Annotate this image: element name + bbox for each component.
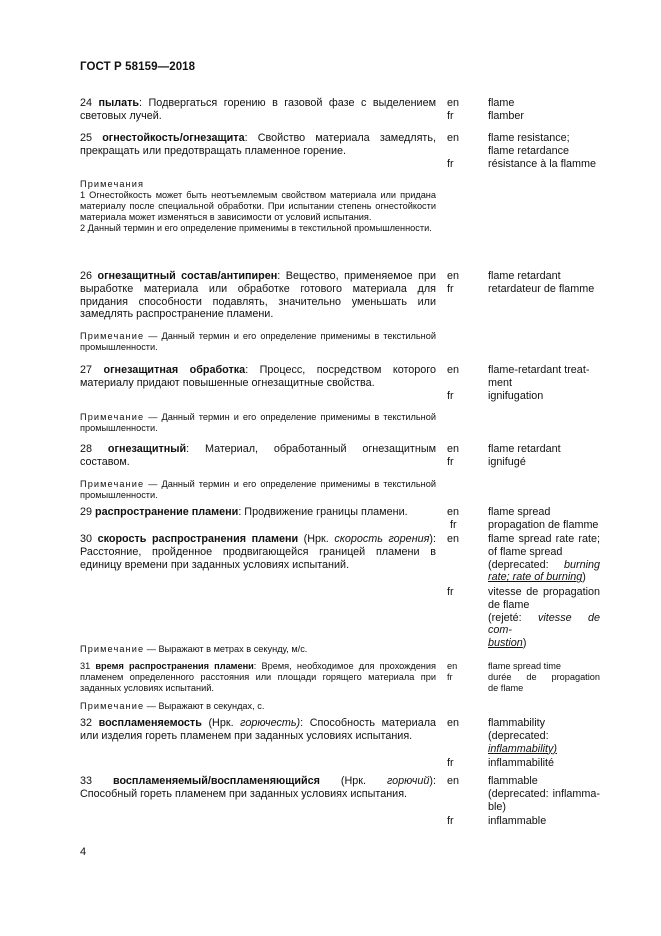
entry-32-lang-fr: fr — [447, 757, 454, 769]
entry-33-term: воспламеняемый/воспламеняющийся — [112, 775, 320, 787]
entry-25-lang-fr: fr — [447, 158, 454, 170]
entry-33-number: 33 — [80, 775, 93, 787]
entry-26-number: 26 — [80, 270, 93, 282]
entry-30-en-eq-line-4 — [488, 571, 600, 584]
entry-33-definition — [80, 775, 436, 801]
entry-28-number: 28 — [80, 443, 93, 455]
entry-30-en-eq-line-2: of flame spread — [488, 545, 563, 558]
entry-31-number: 31 — [80, 661, 91, 671]
entry-33-en-equivalent — [488, 775, 600, 813]
page-header: ГОСТ Р 58159—2018 — [80, 61, 196, 73]
entry-30-note-text: — Выражают в метрах в секунду, м/с. — [146, 644, 308, 654]
entry-26-note — [80, 331, 436, 353]
entry-24-definition — [80, 97, 436, 123]
entry-32-term: воспламеняемость — [98, 717, 202, 729]
entry-25-en-equivalent — [488, 132, 600, 158]
entry-25-en-eq-line-1: flame resistance; — [488, 132, 570, 144]
entry-29-lang-fr: fr — [450, 519, 457, 531]
entry-33-text-pre: (Нрк. — [319, 775, 387, 787]
entry-32-en-eq-line-1: flammability — [488, 717, 545, 729]
entry-24-text: : Подвергаться горению в газовой фазе с выделением световых лучей. — [80, 97, 437, 122]
entry-25-fr-equivalent: résistance à la flamme — [488, 158, 597, 170]
entry-29-fr-equivalent: propagation de flamme — [488, 519, 599, 531]
entry-30-definition — [80, 533, 436, 571]
entry-30-en-eq-line-3 — [488, 559, 600, 572]
entry-25-term: огнестойкость/огнезащита — [102, 132, 245, 144]
entry-32-text-pre: (Нрк. — [201, 717, 241, 729]
entry-30-lang-fr: fr — [447, 586, 454, 598]
entry-26-en-equivalent: flame retardant — [488, 270, 561, 282]
entry-28-lang-en: en — [447, 443, 460, 455]
entry-29-number: 29 — [80, 506, 93, 518]
entry-26-term: огнезащитный состав/антипирен — [97, 270, 278, 282]
entry-32-number: 32 — [80, 717, 93, 729]
entry-29-definition — [80, 506, 436, 519]
entry-31-lang-fr: fr — [447, 672, 453, 682]
entry-33-lang-fr: fr — [447, 815, 454, 827]
entry-32-fr-equivalent: inflammabilité — [488, 757, 555, 769]
entry-30-text-post: ): Расстояние, пройденное продвигающейся границей пламени в единицу времени при заданных условиях испытаний. — [80, 533, 437, 571]
entry-31-note-text: — Выражают в секундах, с. — [146, 701, 265, 711]
entry-26-note-text: — Данный термин и его определение применимы в текстильной промышленности. — [80, 331, 436, 353]
entry-28-note — [80, 479, 436, 501]
entry-31-definition — [80, 661, 436, 694]
entry-28-text: : Материал, обработанный огнезащитным составом. — [80, 443, 436, 468]
entry-31-lang-en: en — [447, 661, 458, 671]
entry-30-fr-eq-line-1: vitesse de propagation — [488, 586, 600, 598]
entry-25-text: : Свойство материала замедлять, прекращать или предотвращать пламенное горение. — [80, 132, 437, 157]
entry-27-en-eq-line-1: flame-retardant treat- — [488, 364, 590, 376]
entry-29-lang-en: en — [447, 506, 460, 518]
entry-30-en-eq-close: ) — [582, 571, 586, 584]
entry-31-note-label: Примечание — [80, 701, 145, 711]
entry-32-text-post: : Способность материала или изделия гореть пламенем при заданных условиях испытания. — [80, 717, 436, 742]
entry-27-note — [80, 412, 436, 434]
entry-26-note-label: Примечание — [80, 331, 145, 341]
entry-25-number: 25 — [80, 132, 93, 144]
entry-27-lang-fr: fr — [447, 390, 454, 402]
entry-30-en-eq-deprecated-term-b: rate; rate of burning — [488, 571, 583, 584]
entry-32-definition — [80, 717, 436, 743]
entry-25-notes — [80, 179, 436, 234]
entry-26-lang-en: en — [447, 270, 460, 282]
entry-29-text: : Продвижение границы пламени. — [238, 506, 408, 518]
entry-24-term: пылать — [98, 97, 140, 109]
entry-28-definition — [80, 443, 436, 469]
entry-24-number: 24 — [80, 97, 93, 109]
entry-31-term: время распространения пламени — [95, 661, 254, 671]
entry-28-fr-equivalent: ignifugé — [488, 456, 526, 468]
entry-27-en-equivalent — [488, 364, 600, 390]
entry-30-en-eq-deprecated-term-a: burning — [563, 558, 600, 571]
entry-28-note-text: — Данный термин и его определение применимы в текстильной промышленности. — [80, 479, 436, 501]
entry-27-number: 27 — [80, 364, 93, 376]
entry-30-term: скорость распространения пламени — [97, 533, 299, 545]
entry-24-en-equivalent: flame — [488, 97, 515, 109]
entry-30-fr-eq-close: ) — [522, 637, 527, 650]
entry-32-en-equivalent — [488, 717, 600, 755]
entry-30-fr-eq-line-2: de flame — [488, 598, 530, 611]
entry-33-text-post: ): Способный гореть пламенем при заданных условиях испытания. — [80, 775, 437, 800]
entry-30-fr-eq-line-3 — [488, 612, 600, 638]
entry-25-note-1: 1 Огнестойкость может быть неотъемлемым свойством материала или придана материалу после специальной обработки. При испытании степень огнестойкости материала может изменяться в зависимости от условий испытания. — [80, 190, 436, 223]
entry-33-en-eq-line-3: ble) — [488, 800, 507, 813]
entry-33-en-eq-line-1: flammable — [488, 775, 538, 787]
entry-24-fr-equivalent: flamber — [488, 110, 525, 122]
entry-30-fr-eq-rejected-term-a: vitesse de com- — [488, 611, 600, 637]
entry-31-fr-equivalent — [488, 672, 600, 694]
entry-30-note — [80, 644, 436, 655]
entry-32-en-eq-line-2: (deprecated: — [488, 729, 549, 742]
entry-30-note-label: Примечание — [80, 644, 145, 654]
entry-25-en-eq-line-2: flame retardance — [488, 144, 570, 157]
entry-30-text-pre: (Нрк. — [298, 533, 335, 545]
entry-27-en-eq-line-2: ment — [488, 376, 513, 389]
entry-27-note-text: — Данный термин и его определение применимы в текстильной промышленности. — [80, 412, 436, 434]
entry-31-fr-eq-line-2: de flame — [488, 683, 524, 694]
entry-26-definition — [80, 270, 436, 321]
entry-33-en-eq-line-2: (deprecated: inflamma- — [488, 787, 600, 800]
entry-30-fr-eq-rejected-label: (rejeté: — [488, 611, 538, 624]
entry-29-term: распространение пламени — [95, 506, 239, 518]
entry-27-note-label: Примечание — [80, 412, 145, 422]
entry-30-lang-en: en — [447, 533, 460, 545]
entry-33-lang-en: en — [447, 775, 460, 787]
entry-25-definition — [80, 132, 436, 158]
entry-29-en-equivalent: flame spread — [488, 506, 551, 518]
entry-32-lang-en: en — [447, 717, 460, 729]
entry-27-definition — [80, 364, 436, 390]
entry-27-fr-equivalent: ignifugation — [488, 390, 544, 402]
entry-31-fr-eq-line-1: durée de propagation — [488, 672, 600, 682]
entry-25-note-2: 2 Данный термин и его определение применимы в текстильной промышленности. — [80, 223, 432, 234]
entry-30-fr-eq-rejected-term-b: bustion — [488, 637, 523, 650]
entry-30-en-eq-deprecated-label: (deprecated: — [488, 558, 549, 571]
entry-26-fr-equivalent: retardateur de flamme — [488, 283, 595, 295]
entry-32-deprecated-term: горючесть) — [240, 717, 301, 729]
entry-30-fr-equivalent — [488, 586, 600, 650]
entry-30-fr-eq-line-4 — [488, 637, 600, 650]
entry-24-lang-en: en — [447, 97, 460, 109]
entry-28-note-label: Примечание — [80, 479, 145, 489]
entry-33-fr-equivalent: inflammable — [488, 815, 547, 827]
entry-28-en-equivalent: flame retardant — [488, 443, 561, 455]
page-number: 4 — [80, 846, 87, 858]
entry-24-lang-fr: fr — [447, 110, 454, 122]
entry-31-en-equivalent: flame spread time — [488, 661, 562, 671]
entry-25-note-label: Примечания — [80, 179, 145, 189]
entry-26-text: : Вещество, применяемое при выработке материала или обработке готового материала для придания способности подавлять, значительно уменьшать или замедлять распространение пламени. — [80, 270, 437, 321]
entry-28-term: огнезащитный — [107, 443, 187, 455]
entry-27-lang-en: en — [447, 364, 460, 376]
entry-25-lang-en: en — [447, 132, 460, 144]
entry-28-lang-fr: fr — [447, 456, 454, 468]
entry-31-text: : Время, необходимое для прохождения пламенем определенного расстояния или площади горящего материала при заданных условиях испытаний. — [80, 661, 436, 694]
entry-27-text: : Процесс, посредством которого материалу придают повышенные огнезащитные свойства. — [80, 364, 437, 389]
entry-33-deprecated-term: горючий — [386, 775, 430, 787]
entry-30-en-equivalent — [488, 533, 600, 584]
entry-26-lang-fr: fr — [447, 283, 454, 295]
entry-27-term: огнезащитная обработка — [103, 364, 246, 376]
entry-32-en-eq-line-3: inflammability) — [488, 742, 557, 755]
entry-30-en-eq-line-1: flame spread rate rate; — [488, 533, 600, 545]
entry-30-number: 30 — [80, 533, 93, 545]
entry-30-deprecated-term: скорость горения — [334, 533, 430, 545]
entry-31-note — [80, 701, 436, 712]
